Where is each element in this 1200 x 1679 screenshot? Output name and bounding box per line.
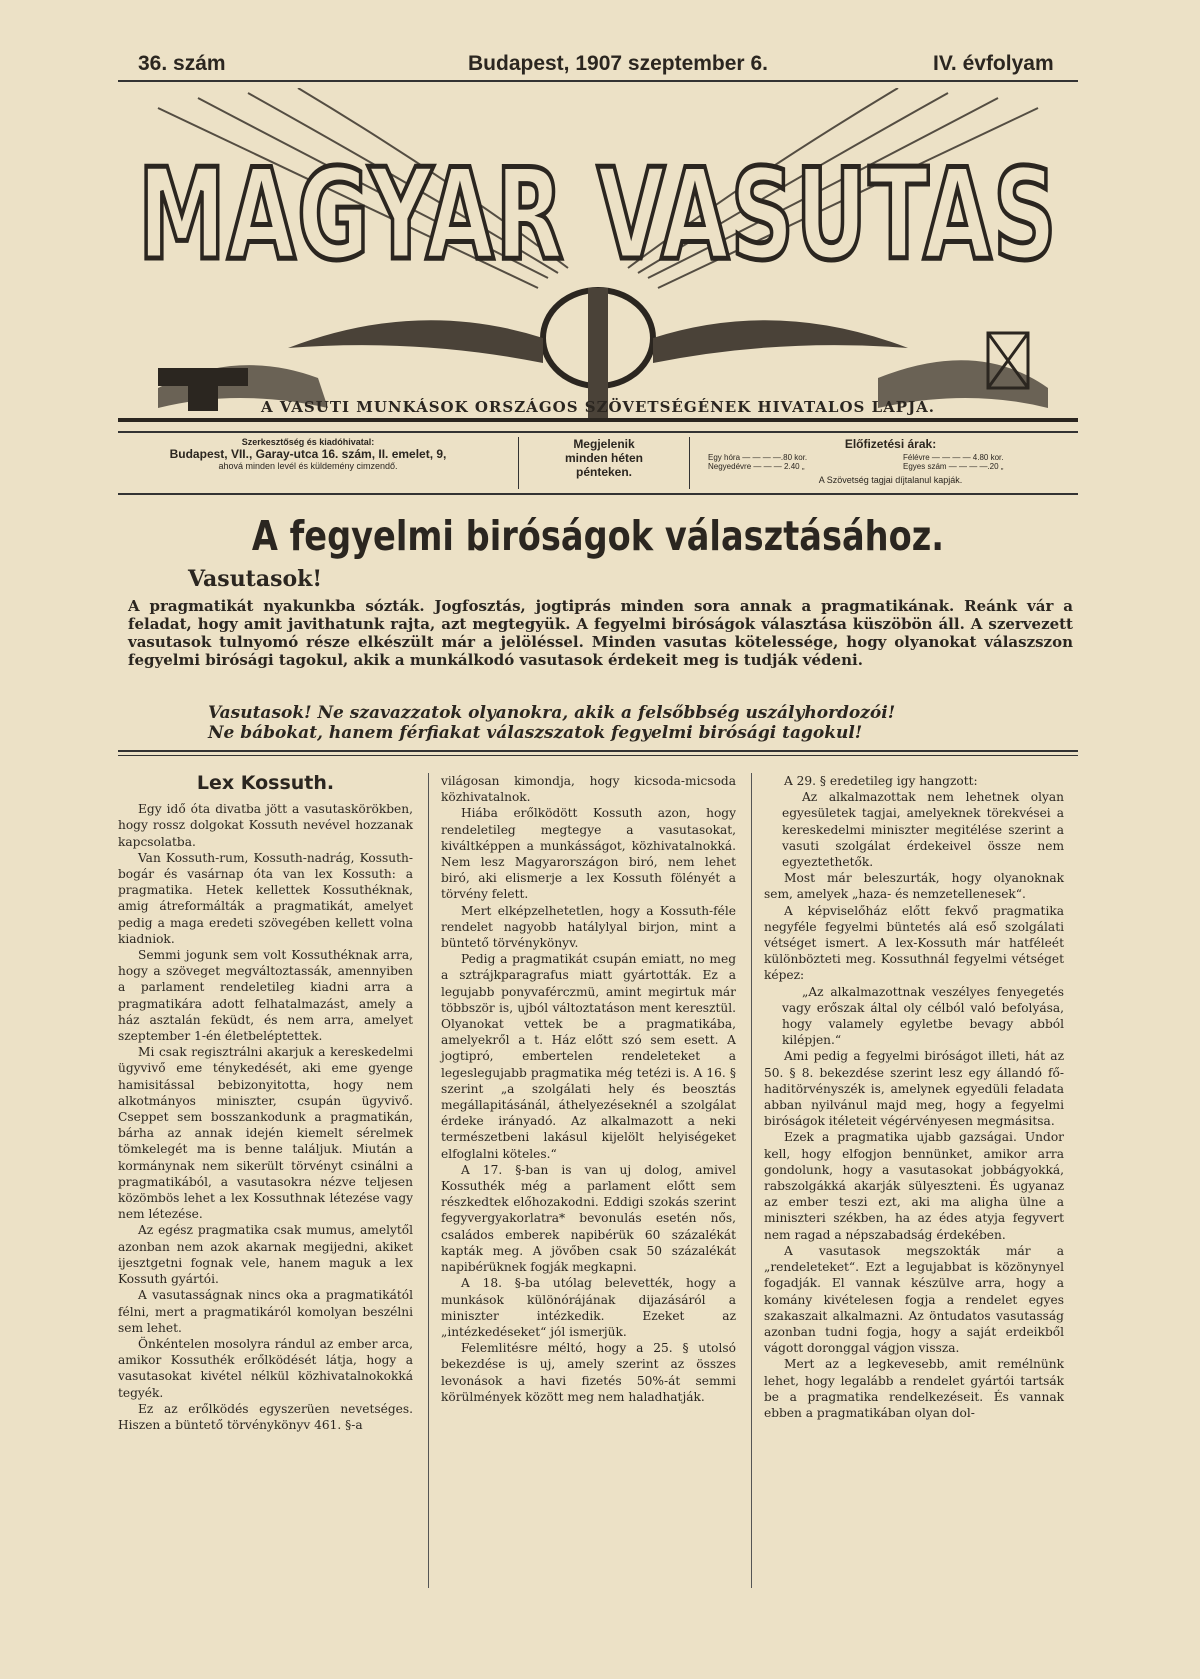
paragraph: Hiába erőlködött Kossuth azon, hogy rendeletileg megtegye a vasutasokat, kiváltképpen a munkásságot, közhivatalnokká. Nem lesz Magyarországon biró, nem lehet biró, aki elismerje a lex Kossuth fölényét a törvény felett. bbox=[441, 806, 736, 902]
editorial-label: Szerkesztőség és kiadóhivatal: bbox=[241, 437, 375, 447]
paragraph: Van Kossuth-rum, Kossuth-nadrág, Kossuth-bogár és vasárnap óta van lex Kossuth: a pragmatika. Hetek kellettek Kossuthéknak, amig átreformálták a pragmatikát, amelyet pedig a maga eredeti szövegében kellett volna kiadniok. bbox=[118, 850, 413, 946]
prices-title: Előfizetési árak: bbox=[844, 437, 937, 451]
section-rule bbox=[118, 750, 1078, 752]
column-1-title: Lex Kossuth. bbox=[196, 772, 335, 794]
column-1 bbox=[118, 773, 413, 1433]
price-month: Egy hóra — — — —.80 kor. bbox=[708, 453, 808, 462]
paragraph: Mi csak regisztrálni akarjuk a kereskedelmi ügyvivő eme ténykedését, aki eme gyenge hamisitással bebizonyitotta, hogy nem alkotmányos miniszter, csupán ügyvivő. Cseppet sem bosszankodunk a pragmatikán, bárha az annak idején kiemelt sérelmek tömkelegét ma is benne találjuk. Miután a kormánynak nem sikerült törvényt csinálni a pragmatikából, a vasutasokra nézve teljesen közömbös lehet a lex Kossuthnak létezése vagy nem létezése. bbox=[118, 1045, 413, 1222]
section-rule-thin bbox=[118, 755, 1078, 756]
paragraph: világosan kimondja, hogy kicsoda-micsoda közhivatalnok. bbox=[441, 774, 736, 805]
top-line bbox=[118, 48, 1078, 78]
schedule-line-1: Megjelenik bbox=[573, 437, 635, 451]
paragraph: A vasutasságnak nincs oka a pragmatikától félni, mert a pragmatikáról komolyan beszélni sem lehet. bbox=[118, 1288, 413, 1335]
prices-note: A Szövetség tagjai díjtalanul kapják. bbox=[818, 475, 963, 485]
price-half-year: Félévre — — — — 4.80 kor. bbox=[903, 453, 1004, 462]
schedule-line-3: pénteken. bbox=[575, 465, 632, 479]
newspaper-page bbox=[118, 48, 1078, 1658]
editorial-note: ahová minden levél és küldemény cimzendő. bbox=[218, 461, 398, 471]
column-3 bbox=[764, 773, 1064, 1421]
subscription-prices bbox=[703, 437, 1078, 485]
paragraph: Ezek a pragmatika ujabb gazságai. Undor kell, hogy elfogjon bennünket, amikor arra gondolunk, hogy a vasutasokat jobbágyokká, rabszolgákká akarják sülyeszteni. És ugyanaz az ember teszi ezt, aki ma aligha ülne a miniszteri székben, ha az édes atyja fegyvert nem ragad a népszabadság érdekében. bbox=[764, 1130, 1064, 1242]
slogan-line-1: Vasutasok! Ne szavazzatok olyanokra, akik a felsőbbség uszályhordozói! bbox=[208, 703, 896, 723]
paragraph: Mert elképzelhetetlen, hogy a Kossuth-féle rendelet nagyobb hatálylyal birjon, mint a büntető törvénykönyv. bbox=[441, 903, 736, 951]
masthead-illustration bbox=[118, 88, 1078, 433]
paragraph: Ez az erőlködés egyszerüen nevetséges. Hiszen a büntető törvénykönyv 461. §-a bbox=[118, 1401, 413, 1432]
paragraph: Egy idő óta divatba jött a vasutaskörökben, hogy rossz dolgokat Kossuth nevével hozzanak kapcsolatba. bbox=[118, 802, 413, 849]
schedule-line-2: minden héten bbox=[564, 451, 643, 465]
article-greeting: Vasutasok! bbox=[188, 566, 323, 592]
paragraph: Felemlitésre méltó, hogy a 25. § utolsó bekezdése is uj, amely szerint az összes levonások a havi fizetés 50%-át semmi körülmények között meg nem haladhatják. bbox=[441, 1341, 736, 1404]
masthead-subtitle: A VASUTI MUNKÁSOK ORSZÁGOS SZÖVETSÉGÉNEK HIVATALOS LAPJA. bbox=[260, 398, 936, 416]
column-divider bbox=[428, 773, 429, 1588]
info-bar bbox=[118, 431, 1078, 495]
paragraph: A 18. §-ba utólag belevették, hogy a munkások különórájának dijazásáról a miniszter intézkedik. Ezeket az „intézkedéseket“ jól ismerjük. bbox=[441, 1276, 736, 1339]
masthead bbox=[118, 88, 1078, 433]
paragraph: A 29. § eredetileg igy hangzott: bbox=[784, 774, 978, 788]
price-single-copy: Egyes szám — — — —.20 „ bbox=[903, 462, 1004, 471]
paragraph: Önkéntelen mosolyra rándul az ember arca, amikor Kossuthék erőlködését látja, hogy a vasutasokat kivétel nélkül közhivatalnokokká tegyék. bbox=[118, 1336, 413, 1400]
paragraph: A 17. §-ban is van uj dolog, amivel Kossuthék még a parlament előtt sem részkedtek előhozakodni. Eddigi szokás szerint fegyvergyakorlatra* bevonulás esetén nős, családos emberek napibérük 60 százalékát kapták meg. A jövőben csak 50 százalékát napibérüknek fogják megkapni. bbox=[441, 1162, 736, 1275]
issue-date: Budapest, 1907 szeptember 6. bbox=[468, 52, 768, 75]
paragraph: Semmi jogunk sem volt Kossuthéknak arra, hogy a szöveget megváltoztassák, amennyiben a parlament rendeletileg kiadni arra a pragmatikára adott felhatalmazást, amely a ház asztalán feküdt, és nem arra, amelyet szeptember 1-én életbeléptettek. bbox=[118, 948, 413, 1044]
publication-schedule bbox=[518, 437, 690, 489]
price-quarter: Negyedévre — — — 2.40 „ bbox=[708, 462, 805, 471]
column-divider bbox=[751, 773, 752, 1588]
quote: „Az alkalmazottnak veszélyes fenyegetés vagy erőszak által oly célból való befolyása, hogy valamely egyletbe bevagy abból kilépjen.“ bbox=[782, 984, 1064, 1048]
volume-number: IV. évfolyam bbox=[933, 52, 1054, 75]
paragraph: A képviselőház előtt fekvő pragmatika negyféle fegyelmi büntetés alá eső szolgálati vétséget ismert. A lex-Kossuth már hatféleét különbözteti meg. Kossuthnál fegyelmi vétséget képez: bbox=[764, 903, 1064, 983]
paragraph: Mert az a legkevesebb, amit remélnünk lehet, hogy legalább a rendelet gyártói tartsák be a pragmatika rendelkezéseit. És vannak ebben a pragmatikában olyan dol- bbox=[764, 1357, 1064, 1420]
paragraph: Ami pedig a fegyelmi biróságot illeti, hát az 50. § 8. bekezdése szerint lesz egy állandó fő-haditörvényszék is, amelynek egyedüli feladata abban nyilvánul majd meg, hogy a fegyelmi biróságok itéleteit végérvényesen megmásitsa. bbox=[764, 1049, 1064, 1129]
masthead-title: MAGYAR VASUTAS bbox=[138, 141, 1058, 288]
paragraph: Pedig a pragmatikát csupán emiatt, no meg a sztrájkparagrafus miatt gyártották. Ez a legujabb ponyvaférczmü, amint megirtuk már többször is, ujból változtatáson ment keresztül. Olyanokat vettek be a pragmatikába, amelyekről a t. Ház előtt szó sem esett. A jogtipró, embertelen rendeleteket a legeslegujabb pragmatika még tetézi is. A 16. § szerint „a szolgálati hely és beosztás megállapitásánál, áthelyezéseknél a szolgálat érdeke irányadó. Az alkalmazott a neki természetbeni lakásul kijelölt helyiségeket elfoglalni köteles.“ bbox=[441, 952, 736, 1161]
article-headline: A fegyelmi biróságok választásához. bbox=[251, 512, 945, 560]
slogan-line-2: Ne bábokat, hanem férfiakat válaszszatok fegyelmi birósági tagokul! bbox=[208, 723, 863, 743]
paragraph: A vasutasok megszokták már a „rendeleteket“. Ezt a legujabbat is közönynyel fogadják. El vannak készülve arra, hogy a komány kivételesen fogja a rendelet egyes szakaszait alkalmazni. Az öntudatos vasutasság azonban tudni fogja, hogy a saját erdeikből vágott doronggal vágjon vissza. bbox=[764, 1243, 1064, 1356]
quote: Az alkalmazottak nem lehetnek olyan egyesületek tagjai, amelyeknek törekvései a kereskedelmi miniszter megitélése szerint a vasuti szolgálat érdekeivel össze nem egyeztethetők. bbox=[782, 790, 1064, 870]
editorial-address: Budapest, VII., Garay-utca 16. szám, II. emelet, 9, bbox=[169, 447, 447, 461]
top-rule bbox=[118, 80, 1078, 82]
column-2 bbox=[441, 773, 736, 1405]
paragraph: Az egész pragmatika csak mumus, amelytől azonban nem azok akarnak megijedni, akiket ijesztgetni fognak vele, hanem maguk a lex Kossuth gyártói. bbox=[118, 1223, 413, 1287]
article-intro: A pragmatikát nyakunkba sózták. Jogfosztás, jogtiprás minden sora annak a pragmatikának. Reánk vár a feladat, hogy amit javithatunk rajta, azt megtegyük. A fegyelmi biróságok választása küszöbön áll. A szervezett vasutasok tulnyomó része elkészült már a jelöléssel. Minden vasutas kötelessége, hogy olyanokat válaszszon fegyelmi birósági tagokul, akik a munkálkodó vasutasok érdekeit meg is tudják védeni. bbox=[128, 597, 1073, 669]
editorial-office bbox=[118, 437, 498, 471]
paragraph: Most már beleszurták, hogy olyanoknak sem, amelyek „haza- és nemzetellenesek“. bbox=[764, 871, 1064, 902]
issue-number: 36. szám bbox=[138, 52, 226, 75]
